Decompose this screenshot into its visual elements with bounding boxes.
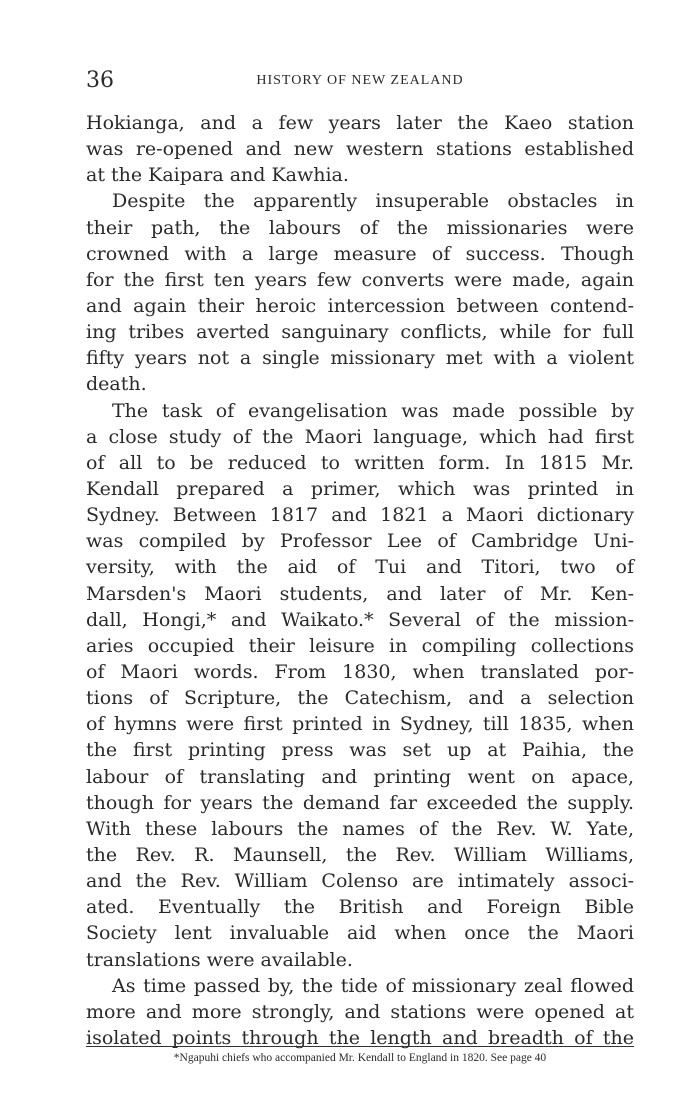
text-line: a close study of the Maori language, which had first bbox=[86, 425, 634, 448]
text-line: was re-opened and new western stations established bbox=[86, 138, 634, 161]
text-line: labour of translating and printing went on apace, bbox=[86, 765, 634, 788]
text-line: As time passed by, the tide of missionary zeal flowed bbox=[112, 974, 634, 997]
text-line: Marsden's Maori students, and later of Mr. Ken- bbox=[86, 582, 634, 605]
text-line: The task of evangelisation was made possible by bbox=[112, 399, 634, 422]
page-header bbox=[86, 66, 634, 96]
text-line: more and more strongly, and stations were opened at bbox=[86, 1000, 634, 1023]
text-line: death. bbox=[86, 373, 147, 396]
text-line: translations were available. bbox=[86, 948, 353, 971]
text-line: Hokianga, and a few years later the Kaeo station bbox=[86, 112, 634, 134]
text-line: crowned with a large measure of success. Though bbox=[86, 242, 634, 265]
text-line: dall, Hongi,* and Waikato.* Several of the mission- bbox=[86, 608, 634, 631]
text-line: and again their heroic intercession between contend- bbox=[86, 294, 634, 317]
footnote: *Ngapuhi chiefs who accompanied Mr. Kendall to England in 1820. See page 40 bbox=[173, 1052, 547, 1064]
text-line: tions of Scripture, the Catechism, and a selection bbox=[86, 687, 634, 710]
footnote-divider bbox=[86, 1046, 634, 1047]
text-line: of Maori words. From 1830, when translated por- bbox=[86, 660, 634, 683]
running-title: HISTORY OF NEW ZEALAND bbox=[256, 73, 464, 88]
text-line: Sydney. Between 1817 and 1821 a Maori dictionary bbox=[86, 504, 634, 527]
text-line: aries occupied their leisure in compiling collections bbox=[86, 634, 634, 657]
text-line: the Rev. R. Maunsell, the Rev. William Williams, bbox=[86, 843, 634, 866]
text-line: ing tribes averted sanguinary conflicts, while for full bbox=[86, 321, 634, 344]
text-line: of hymns were first printed in Sydney, till 1835, when bbox=[86, 713, 634, 736]
text-line: ated. Eventually the British and Foreign Bible bbox=[86, 896, 634, 919]
text-line: their path, the labours of the missionaries were bbox=[86, 216, 634, 239]
text-line: fifty years not a single missionary met with a violent bbox=[86, 347, 634, 370]
text-line: versity, with the aid of Tui and Titori, two of bbox=[86, 556, 634, 579]
text-line: and the Rev. William Colenso are intimately associ- bbox=[86, 870, 634, 893]
text-line: for the first ten years few converts were made, again bbox=[86, 268, 634, 291]
body-text bbox=[86, 110, 634, 1051]
text-line: isolated points through the length and breadth of the bbox=[86, 1026, 634, 1049]
text-line: Society lent invaluable aid when once the Maori bbox=[86, 922, 634, 945]
text-line: With these labours the names of the Rev. W. Yate, bbox=[86, 817, 634, 840]
text-line: of all to be reduced to written form. In 1815 Mr. bbox=[86, 451, 634, 474]
text-line: was compiled by Professor Lee of Cambridge Uni- bbox=[86, 530, 634, 553]
text-line: Kendall prepared a primer, which was printed in bbox=[86, 477, 634, 500]
text-line: at the Kaipara and Kawhia. bbox=[86, 164, 349, 187]
text-line: the first printing press was set up at Paihia, the bbox=[86, 739, 634, 762]
text-line: Despite the apparently insuperable obstacles in bbox=[112, 190, 634, 213]
page-number: 36 bbox=[86, 68, 114, 93]
text-line: though for years the demand far exceeded the supply. bbox=[86, 791, 634, 814]
